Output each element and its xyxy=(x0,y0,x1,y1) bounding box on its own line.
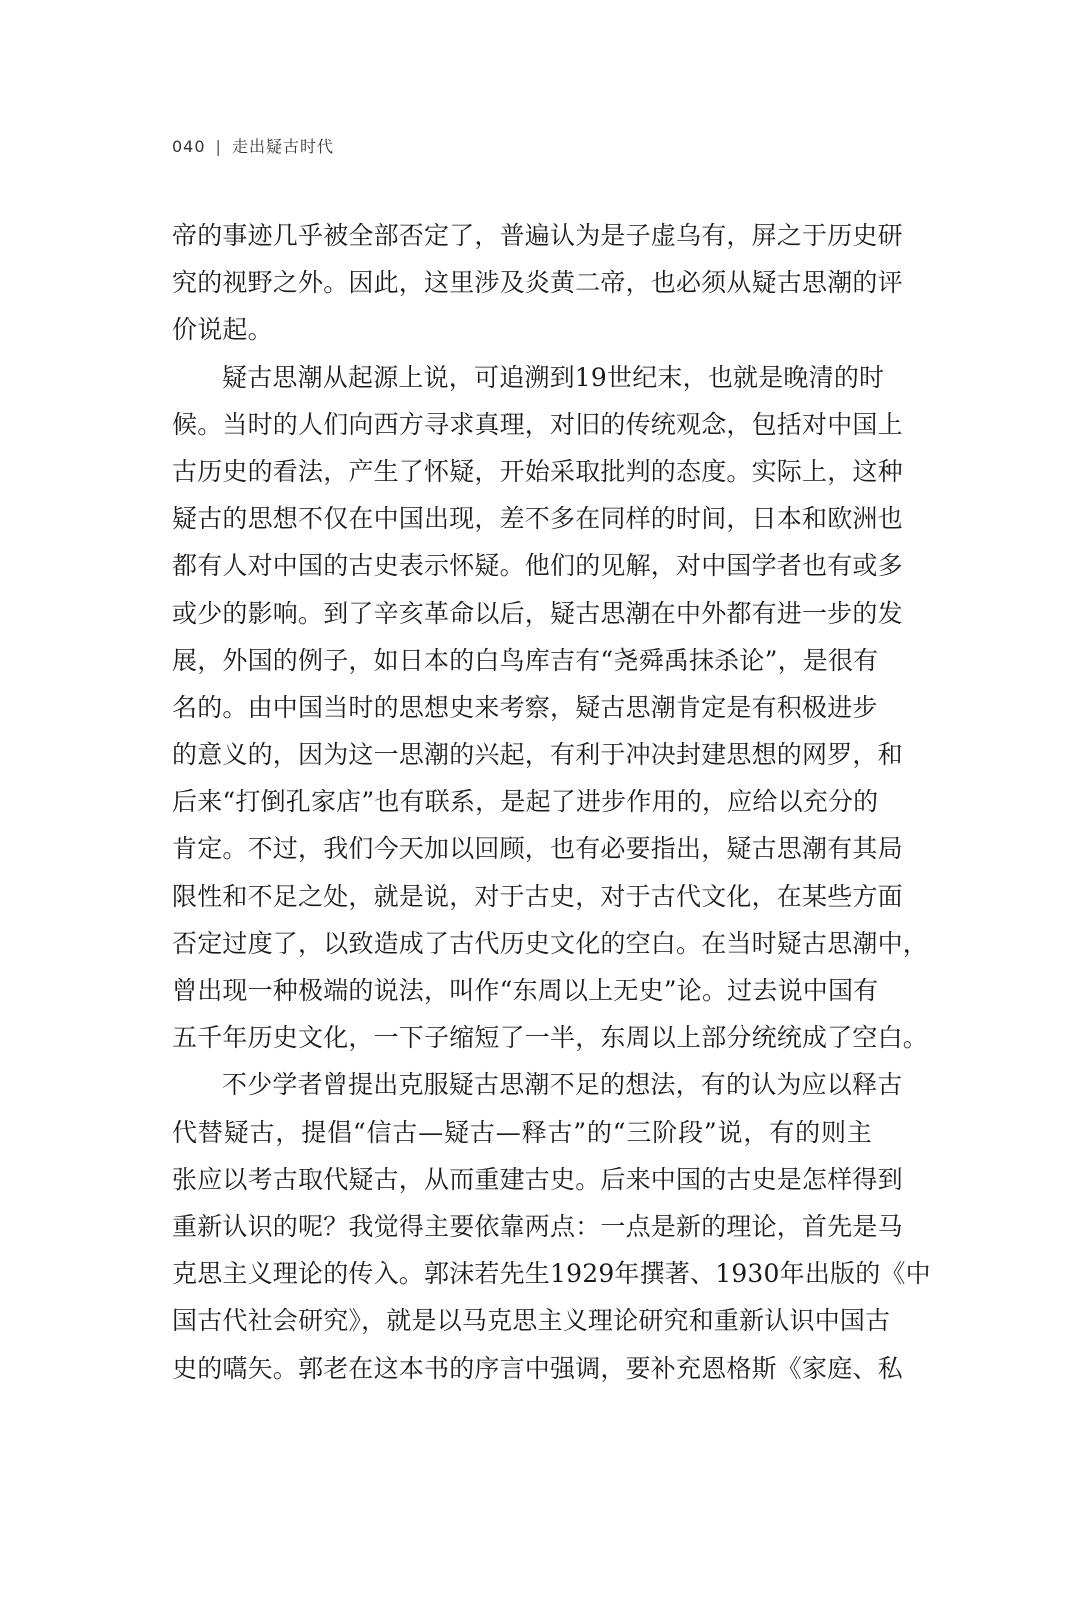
text-line: 疑古思潮从起源上说，可追溯到19世纪末，也就是晚清的时 xyxy=(222,362,885,392)
text-line: 候。当时的人们向西方寻求真理，对旧的传统观念，包括对中国上 xyxy=(172,409,903,439)
text-line: 国古代社会研究》，就是以马克思主义理论研究和重新认识中国古 xyxy=(172,1306,891,1336)
text-line: 曾出现一种极端的说法，叫作“东周以上无史”论。过去说中国有 xyxy=(172,976,879,1005)
text-line: 后来“打倒孔家店”也有联系，是起了进步作用的，应给以充分的 xyxy=(172,787,879,817)
text-line: 古历史的看法，产生了怀疑，开始采取批判的态度。实际上，这种 xyxy=(172,456,903,486)
book-title: 走出疑古时代 xyxy=(231,137,334,156)
text-line: 五千年历史文化，一下子缩短了一半，东周以上部分统统成了空白。 xyxy=(172,1023,929,1053)
text-line: 肯定。不过，我们今天加以回顾，也有必要指出，疑古思潮有其局 xyxy=(172,834,903,864)
text-line: 或少的影响。到了辛亥革命以后，疑古思潮在中外都有进一步的发 xyxy=(172,598,903,628)
header-separator: | xyxy=(215,137,222,156)
text-line: 名的。由中国当时的思想史来考察，疑古思潮肯定是有积极进步 xyxy=(172,692,878,722)
text-line: 张应以考古取代疑古，从而重建古史。后来中国的古史是怎样得到 xyxy=(172,1164,903,1194)
text-line: 代替疑古，提倡“信古—疑古—释古”的“三阶段”说，有的则主 xyxy=(172,1117,872,1147)
page-number: 040 xyxy=(172,137,206,156)
text-line: 究的视野之外。因此，这里涉及炎黄二帝，也必须从疑古思潮的评 xyxy=(172,268,903,298)
text-line: 疑古的思想不仅在中国出现，差不多在同样的时间，日本和欧洲也 xyxy=(172,504,903,534)
body-text xyxy=(172,212,931,1392)
text-line: 价说起。 xyxy=(172,315,273,345)
text-line: 否定过度了，以致造成了古代历史文化的空白。在当时疑古思潮中， xyxy=(172,928,929,958)
text-line: 不少学者曾提出克服疑古思潮不足的想法，有的认为应以释古 xyxy=(222,1070,903,1100)
text-line: 的意义的，因为这一思潮的兴起，有利于冲决封建思想的网罗，和 xyxy=(172,740,903,770)
text-line: 史的嚆矢。郭老在这本书的序言中强调，要补充恩格斯《家庭、私 xyxy=(172,1353,903,1383)
text-line: 帝的事迹几乎被全部否定了，普遍认为是子虚乌有，屏之于历史研 xyxy=(172,221,903,250)
text-line: 重新认识的呢？我觉得主要依靠两点：一点是新的理论，首先是马 xyxy=(172,1211,903,1241)
text-line: 展，外国的例子，如日本的白鸟库吉有“尧舜禹抹杀论”，是很有 xyxy=(172,645,879,675)
running-head xyxy=(172,134,334,157)
text-line: 克思主义理论的传入。郭沫若先生1929年撰著、1930年出版的《中 xyxy=(172,1259,931,1289)
text-line: 都有人对中国的古史表示怀疑。他们的见解，对中国学者也有或多 xyxy=(172,551,903,581)
text-line: 限性和不足之处，就是说，对于古史，对于古代文化，在某些方面 xyxy=(172,881,903,911)
